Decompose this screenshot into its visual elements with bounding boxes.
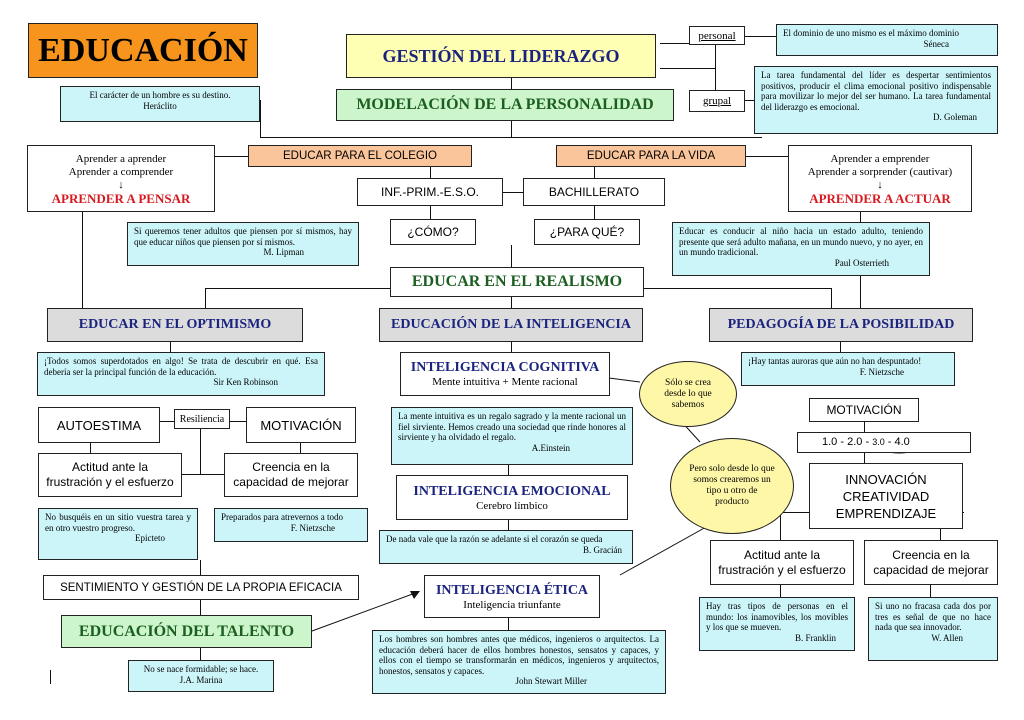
quote-author: Heráclito [143, 100, 177, 111]
int-emocional-title: INTELIGENCIA EMOCIONAL [413, 483, 611, 499]
quote-text: Los hombres son hombres antes que médicos, ingenieros o arquitectos. La educación deberá hacer de ellos hombres honestos, sensatos y capaces, y ellos con el tiempo se transformarán en médicos, ingenieros y arquitectos, honestos, sensatos y capaces. [379, 634, 659, 676]
optimismo-box [47, 308, 303, 342]
quote-marina [128, 660, 274, 692]
inteligencia-label: EDUCACIÓN DE LA INTELIGENCIA [391, 317, 631, 332]
quote-lipman [127, 222, 359, 266]
sentimiento-box [43, 575, 359, 600]
quote-gracian [379, 530, 633, 564]
personal-box [689, 26, 745, 45]
quote-text: ¡Todos somos superdotados en algo! Se trata de descubrir en qué. Esa debería ser la principal función de la educación. [44, 356, 318, 377]
creencia-left-box [224, 453, 358, 497]
modelacion-label: MODELACIÓN DE LA PERSONALIDAD [356, 96, 654, 113]
quote-allen [868, 597, 998, 661]
optimismo-label: EDUCAR EN EL OPTIMISMO [78, 317, 272, 332]
talento-label: EDUCACIÓN DEL TALENTO [78, 622, 295, 640]
quote-author: F. Nietzsche [290, 522, 335, 533]
quote-author: B. Gracián [583, 544, 622, 555]
quote-author: D. Goleman [933, 112, 977, 122]
down-arrow-icon: ↓ [877, 178, 883, 191]
quote-author: A.Einstein [531, 442, 570, 453]
resiliencia-box [174, 409, 230, 429]
quote-nietzsche-right [741, 352, 955, 386]
version-3: 3.0 [872, 437, 885, 447]
gestion-label: GESTIÓN DEL LIDERAZGO [382, 45, 620, 66]
bachillerato-box [523, 178, 665, 206]
sentimiento-label: SENTIMIENTO Y GESTIÓN DE LA PROPIA EFICACIA [60, 581, 342, 594]
version-2: 2.0 [847, 436, 863, 448]
quote-goleman [754, 66, 998, 134]
innovacion-l2: CREATIVIDAD [842, 488, 930, 504]
quote-author: Paul Osterrieth [834, 257, 889, 268]
right-line2: Aprender a sorprender (cautivar) [807, 165, 953, 178]
main-title-box [28, 23, 258, 78]
posibilidad-label: PEDAGOGÍA DE LA POSIBILIDAD [727, 317, 955, 332]
quote-text: No se nace formidable; se hace. [143, 664, 259, 674]
quote-einstein [391, 407, 633, 465]
como-box [390, 219, 476, 245]
left-line1: Aprender a aprender [75, 152, 167, 165]
motivacion-right-label: MOTIVACIÓN [826, 403, 902, 417]
educar-colegio-box [248, 145, 472, 167]
talento-box [61, 615, 312, 648]
realismo-box [390, 267, 644, 297]
main-title: EDUCACIÓN [38, 31, 248, 69]
inteligencia-box [379, 308, 643, 342]
connector-line [609, 378, 640, 382]
resiliencia-label: Resiliencia [179, 413, 225, 425]
quote-text: Educar es conducir al niño hacia un estado adulto, teniendo presente que será adulto mañana, en un mundo nuevo, y no ayer, en un mundo tradicional. [679, 226, 923, 257]
quote-nietzsche-left [214, 508, 368, 542]
int-etica-title: INTELIGENCIA ÉTICA [435, 582, 589, 598]
int-cognitiva-sub: Mente intuitiva + Mente racional [432, 376, 578, 388]
quote-author: Sir Ken Robinson [213, 377, 278, 387]
right-line1: Aprender a emprender [830, 152, 930, 165]
motivacion-left-label: MOTIVACIÓN [260, 417, 342, 433]
creencia-right-label: Creencia en la capacidad de mejorar [873, 547, 989, 577]
posibilidad-box [709, 308, 973, 342]
aprender-actuar-label: APRENDER A ACTUAR [809, 190, 951, 206]
int-emocional-box [396, 475, 628, 520]
left-line2: Aprender a comprender [68, 165, 174, 178]
quote-text: El dominio de uno mismo es el máximo dominio [783, 28, 959, 38]
quote-author: John Stewart Miller [515, 676, 587, 686]
quote-author: M. Lipman [263, 247, 304, 257]
personal-label: personal [698, 29, 736, 42]
quote-seneca [776, 24, 998, 56]
quote-miller [372, 630, 666, 694]
actitud-left-label: Actitud ante la frustración y el esfuerzo [46, 460, 174, 489]
quote-text: Si uno no fracasa cada dos por tres es señal de que no hace nada que sea innovador. [875, 601, 991, 632]
grupal-box [689, 90, 745, 112]
quote-robinson [37, 352, 325, 396]
quote-author: J.A. Marina [179, 674, 223, 685]
versions-box [797, 432, 971, 453]
realismo-label: EDUCAR EN EL REALISMO [411, 273, 623, 290]
ellipse-saber-text: Sólo se crea desde lo que sabemos [664, 377, 712, 410]
quote-author: Séneca [923, 38, 949, 49]
version-sep: - [887, 436, 895, 448]
int-etica-sub: Inteligencia triunfante [463, 598, 561, 611]
quote-author: F. Nietzsche [859, 366, 904, 377]
ellipse-saber [639, 361, 737, 427]
version-4: 4.0 [894, 436, 910, 448]
actitud-right-box [710, 540, 854, 585]
inf-prim-box [357, 178, 503, 206]
ellipse-ser [670, 438, 794, 534]
educar-vida-label: EDUCAR PARA LA VIDA [586, 150, 716, 162]
modelacion-box [336, 89, 674, 121]
bachillerato-label: BACHILLERATO [548, 185, 640, 199]
int-cognitiva-title: INTELIGENCIA COGNITIVA [410, 360, 600, 375]
inf-prim-label: INF.-PRIM.-E.S.O. [380, 185, 479, 199]
educar-vida-box [556, 145, 746, 167]
aprender-actuar-box [788, 145, 972, 212]
motivacion-left-box [246, 407, 356, 443]
int-emocional-sub: Cerebro límbico [476, 499, 548, 512]
quote-osterrieth [672, 222, 930, 276]
para-que-label: ¿PARA QUÉ? [549, 225, 625, 239]
innovacion-l1: INNOVACIÓN [845, 471, 927, 487]
quote-text: Si queremos tener adultos que piensen por sí mismos, hay que educar niños que piensen por sí mismos. [134, 226, 352, 247]
quote-epicteto [38, 508, 198, 560]
quote-text: Preparados para atrevernos a todo [221, 512, 343, 522]
quote-text: La mente intuitiva es un regalo sagrado y la mente racional un fiel sirviente. Hemos creado una sociedad que rinde honores al sirviente y ha olvidado el regalo. [398, 411, 626, 442]
como-label: ¿CÓMO? [407, 225, 459, 239]
quote-text: El carácter de un hombre es su destino. [89, 90, 231, 100]
down-arrow-icon: ↓ [118, 178, 124, 191]
educar-colegio-label: EDUCAR PARA EL COLEGIO [282, 150, 437, 162]
autoestima-box [38, 407, 160, 443]
innovacion-box [809, 463, 963, 529]
quote-text: La tarea fundamental del líder es despertar sentimientos positivos, producir el clima emocional positivo indispensable para movilizar lo mejor del ser humano. La tarea fundamental del liderazgo es emocional. [761, 70, 991, 112]
arrowhead [410, 591, 420, 599]
autoestima-label: AUTOESTIMA [56, 417, 142, 433]
motivacion-right-box [809, 398, 919, 422]
gestion-box [346, 34, 656, 78]
creencia-left-label: Creencia en la capacidad de mejorar [233, 460, 349, 489]
quote-author: B. Franklin [794, 632, 836, 643]
actitud-right-label: Actitud ante la frustración y el esfuerzo [718, 547, 846, 577]
int-cognitiva-box [400, 352, 610, 396]
version-sep: - [840, 436, 848, 448]
int-etica-box [424, 575, 600, 618]
ellipse-ser-text: Pero solo desde lo que somos crearemos un tipo u otro de producto [689, 464, 775, 507]
quote-author: W. Allen [931, 632, 963, 643]
quote-text: De nada vale que la razón se adelante si el corazón se queda [386, 534, 603, 544]
aprender-pensar-label: APRENDER A PENSAR [51, 190, 191, 206]
actitud-left-box [38, 453, 182, 497]
version-sep: - [865, 436, 873, 448]
quote-author: Epicteto [135, 533, 165, 543]
version-1: 1.0 [822, 436, 838, 448]
quote-heraclito [60, 86, 260, 122]
quote-text: Hay tras tipos de personas en el mundo: los inamovibles, los movibles y los que se mueven. [706, 601, 848, 632]
para-que-box [534, 219, 640, 245]
grupal-label: grupal [702, 95, 732, 107]
quote-franklin [699, 597, 855, 651]
aprender-pensar-box [27, 145, 215, 212]
quote-text: No busquéis en un sitio vuestra tarea y en otro vuestro progreso. [45, 512, 191, 533]
creencia-right-box [864, 540, 998, 585]
innovacion-l3: EMPRENDIZAJE [835, 505, 937, 521]
quote-text: ¡Hay tantas auroras que aún no han despuntado! [748, 356, 922, 366]
